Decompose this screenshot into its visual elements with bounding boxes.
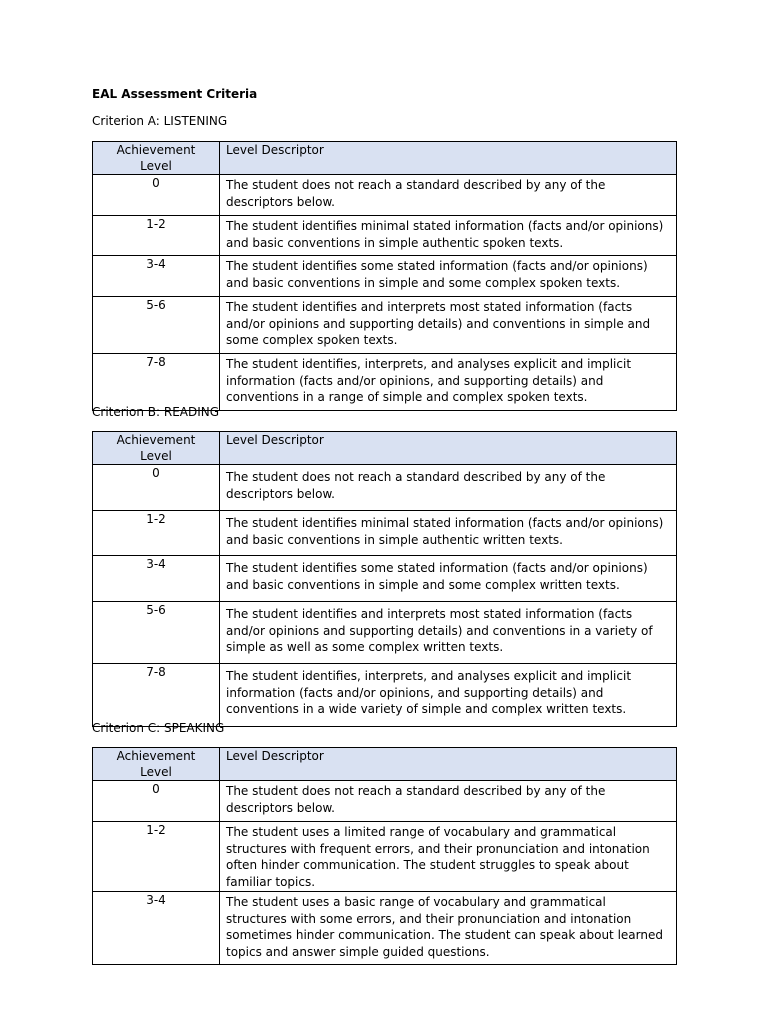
descriptor-cell: The student identifies, interprets, and analyses explicit and implicit information (facts and/or opinions, and supporting details) and conventions in a range of simple and complex spoken texts. — [220, 354, 677, 411]
table-row — [93, 256, 677, 297]
table-row — [93, 556, 677, 602]
level-cell: 5-6 — [93, 297, 220, 354]
descriptor-cell: The student identifies minimal stated information (facts and/or opinions) and basic conventions in simple authentic written texts. — [220, 511, 677, 556]
level-cell: 0 — [93, 175, 220, 216]
table-header-row — [93, 748, 677, 781]
table-row — [93, 354, 677, 411]
descriptor-cell: The student identifies and interprets most stated information (facts and/or opinions and supporting details) and conventions in a variety of simple as well as some complex written texts. — [220, 602, 677, 664]
table-row — [93, 297, 677, 354]
header-descriptor: Level Descriptor — [220, 748, 677, 781]
descriptor-cell: The student identifies some stated information (facts and/or opinions) and basic conventions in simple and some complex spoken texts. — [220, 256, 677, 297]
level-cell: 1-2 — [93, 216, 220, 256]
table-row — [93, 781, 677, 822]
descriptor-cell: The student does not reach a standard described by any of the descriptors below. — [220, 781, 677, 822]
descriptor-cell: The student identifies and interprets most stated information (facts and/or opinions and supporting details) and conventions in simple and some complex spoken texts. — [220, 297, 677, 354]
level-cell: 3-4 — [93, 556, 220, 602]
reading-table — [92, 431, 677, 727]
level-cell: 3-4 — [93, 256, 220, 297]
level-cell: 3-4 — [93, 892, 220, 965]
descriptor-cell: The student identifies minimal stated information (facts and/or opinions) and basic conventions in simple authentic spoken texts. — [220, 216, 677, 256]
descriptor-cell: The student uses a limited range of vocabulary and grammatical structures with frequent errors, and their pronunciation and intonation often hinder communication. The student struggles to speak about familiar topics. — [220, 822, 677, 892]
document-title: EAL Assessment Criteria — [92, 87, 258, 101]
table-row — [93, 511, 677, 556]
table-row — [93, 822, 677, 892]
table-header-row — [93, 142, 677, 175]
descriptor-cell: The student does not reach a standard described by any of the descriptors below. — [220, 175, 677, 216]
level-cell: 1-2 — [93, 822, 220, 892]
table-row — [93, 175, 677, 216]
descriptor-cell: The student uses a basic range of vocabulary and grammatical structures with some errors, and their pronunciation and intonation sometimes hinder communication. The student can speak about learned topics and answer simple guided questions. — [220, 892, 677, 965]
level-cell: 1-2 — [93, 511, 220, 556]
table-header-row — [93, 432, 677, 465]
header-descriptor: Level Descriptor — [220, 142, 677, 175]
level-cell: 0 — [93, 465, 220, 511]
speaking-table — [92, 747, 677, 965]
level-cell: 0 — [93, 781, 220, 822]
listening-table — [92, 141, 677, 411]
header-level: Achievement Level — [93, 142, 220, 175]
table-row — [93, 664, 677, 727]
header-level: Achievement Level — [93, 432, 220, 465]
descriptor-cell: The student does not reach a standard described by any of the descriptors below. — [220, 465, 677, 511]
descriptor-cell: The student identifies, interprets, and analyses explicit and implicit information (facts and/or opinions, and supporting details) and conventions in a wide variety of simple and complex written texts. — [220, 664, 677, 727]
level-cell: 7-8 — [93, 354, 220, 411]
header-level: Achievement Level — [93, 748, 220, 781]
criterion-c-heading: Criterion C: SPEAKING — [92, 721, 225, 735]
table-row — [93, 892, 677, 965]
table-row — [93, 465, 677, 511]
table-row — [93, 216, 677, 256]
level-cell: 5-6 — [93, 602, 220, 664]
level-cell: 7-8 — [93, 664, 220, 727]
descriptor-cell: The student identifies some stated information (facts and/or opinions) and basic conventions in simple and some complex written texts. — [220, 556, 677, 602]
criterion-b-heading: Criterion B: READING — [92, 405, 220, 419]
table-row — [93, 602, 677, 664]
header-descriptor: Level Descriptor — [220, 432, 677, 465]
criterion-a-heading: Criterion A: LISTENING — [92, 114, 228, 128]
